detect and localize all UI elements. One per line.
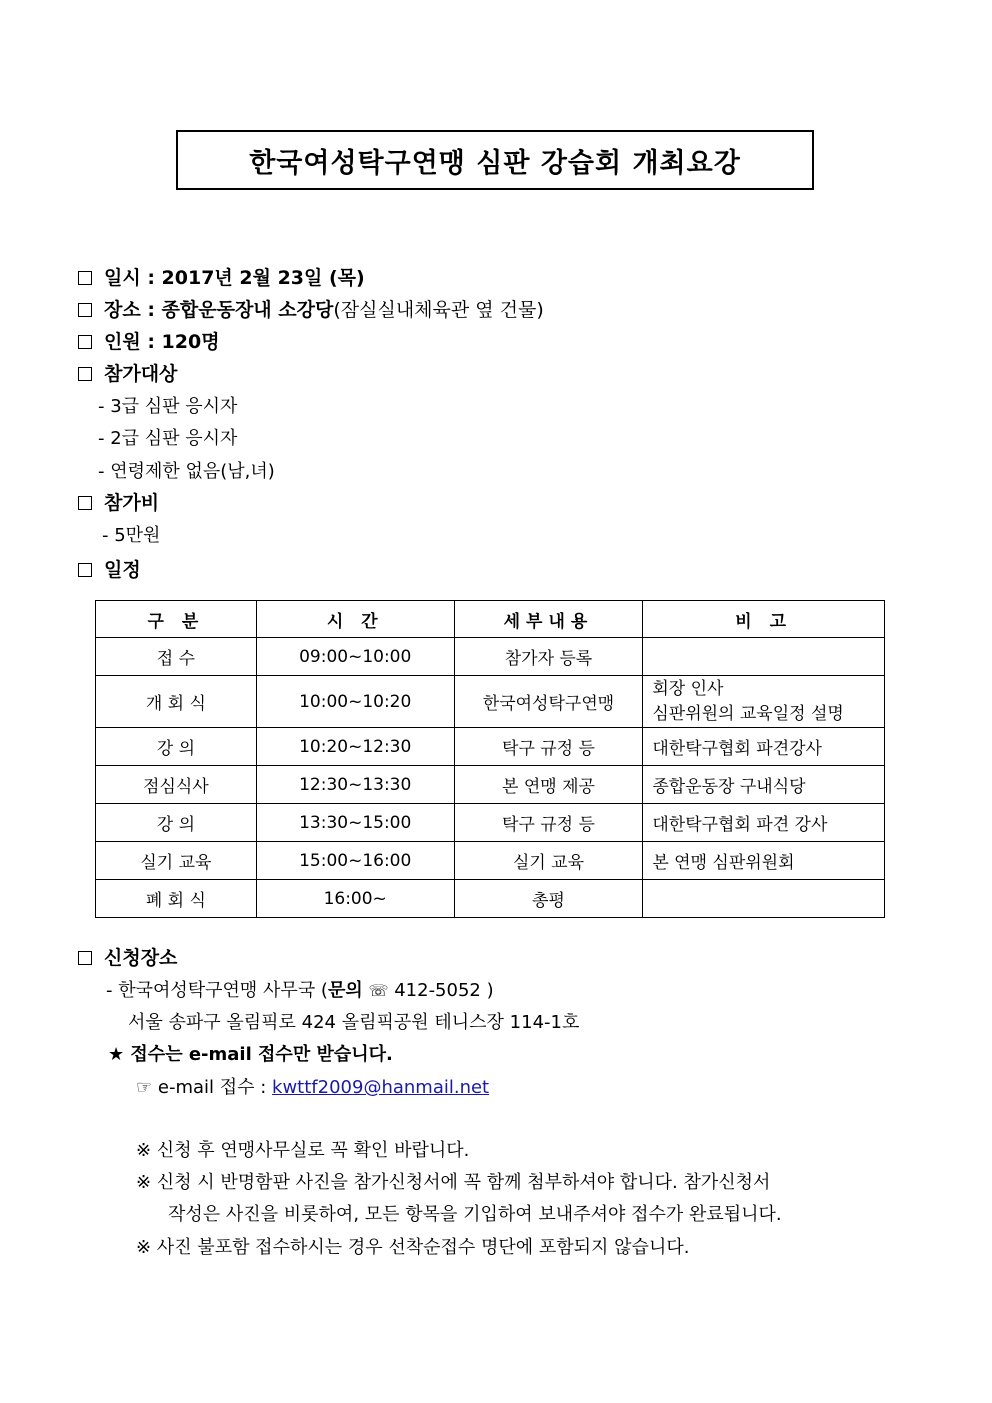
email-only-text: 접수는 e-mail 접수만 받습니다. [130, 1044, 393, 1065]
phone-number: 412-5052 ) [388, 980, 494, 1001]
date-line [78, 266, 365, 290]
notice-line: ※ 신청 시 반명함판 사진을 참가신청서에 꼭 함께 첨부하셔야 합니다. 참가신청서 [136, 1172, 771, 1193]
cell-category: 점심식사 [96, 766, 257, 804]
cell-detail: 탁구 규정 등 [454, 804, 643, 842]
cell-category: 폐 회 식 [96, 880, 257, 918]
fee-line [78, 491, 159, 515]
table-row [96, 728, 885, 766]
header-detail: 세부내용 [454, 601, 643, 638]
cell-detail: 총평 [454, 880, 643, 918]
notice-line: ※ 사진 불포함 접수하시는 경우 선착순접수 명단에 포함되지 않습니다. [136, 1237, 690, 1258]
checkbox-square-icon [78, 367, 92, 381]
checkbox-square-icon [78, 335, 92, 349]
pointing-hand-icon: ☞ [136, 1077, 153, 1098]
target-line [78, 362, 177, 386]
document-title-box [176, 130, 814, 190]
fee-label: 참가비 [104, 492, 160, 514]
cell-category: 강 의 [96, 804, 257, 842]
star-icon: ★ [108, 1044, 125, 1065]
table-row [96, 842, 885, 880]
header-category: 구 분 [96, 601, 257, 638]
header-time: 시 간 [256, 601, 454, 638]
target-label: 참가대상 [104, 363, 178, 385]
email-label: e-mail 접수 : [157, 1077, 273, 1098]
office-line [106, 979, 494, 1003]
cell-time: 10:20~12:30 [256, 728, 454, 766]
cell-note [643, 676, 885, 728]
cell-time: 15:00~16:00 [256, 842, 454, 880]
cell-note: 본 연맹 심판위원회 [643, 842, 885, 880]
email-only-line [108, 1043, 393, 1067]
place-line [78, 298, 544, 322]
date-label: 일시 : 2017년 2월 23일 (목) [104, 267, 365, 289]
phone-icon: ☏ [368, 981, 389, 1000]
inquiry-label: 문의 [327, 980, 363, 1001]
table-row [96, 766, 885, 804]
email-link[interactable]: kwttf2009@hanmail.net [272, 1077, 490, 1098]
address: 서울 송파구 올림픽로 424 올림픽공원 테니스장 114-1호 [128, 1012, 580, 1033]
schedule-line [78, 558, 141, 582]
cell-note [643, 880, 885, 918]
table-row [96, 804, 885, 842]
cell-category: 강 의 [96, 728, 257, 766]
people-label: 인원 : 120명 [104, 331, 220, 353]
cell-note: 종합운동장 구내식당 [643, 766, 885, 804]
cell-detail: 탁구 규정 등 [454, 728, 643, 766]
cell-time: 16:00~ [256, 880, 454, 918]
note-line: 심판위원의 교육일정 설명 [652, 703, 844, 724]
document-title: 한국여성탁구연맹 심판 강습회 개최요강 [249, 147, 741, 179]
email-line [136, 1076, 489, 1100]
checkbox-square-icon [78, 951, 92, 965]
table-row [96, 676, 885, 728]
checkbox-square-icon [78, 271, 92, 285]
people-line [78, 330, 220, 354]
cell-time: 13:30~15:00 [256, 804, 454, 842]
cell-time: 10:00~10:20 [256, 676, 454, 728]
cell-category: 개 회 식 [96, 676, 257, 728]
table-row [96, 880, 885, 918]
application-line [78, 946, 177, 970]
cell-time: 09:00~10:00 [256, 638, 454, 676]
cell-detail: 실기 교육 [454, 842, 643, 880]
table-header-row [96, 601, 885, 638]
cell-time: 12:30~13:30 [256, 766, 454, 804]
cell-category: 접 수 [96, 638, 257, 676]
notice-line: 작성은 사진을 비롯하여, 모든 항목을 기입하여 보내주셔야 접수가 완료됩니다. [168, 1204, 782, 1225]
note-line: 회장 인사 [652, 678, 724, 699]
cell-note [643, 638, 885, 676]
cell-category: 실기 교육 [96, 842, 257, 880]
target-item: - 3급 심판 응시자 [98, 396, 238, 417]
application-label: 신청장소 [104, 947, 178, 969]
header-note: 비 고 [643, 601, 885, 638]
table-row [96, 638, 885, 676]
checkbox-square-icon [78, 496, 92, 510]
schedule-table [95, 600, 885, 918]
notice-line: ※ 신청 후 연맹사무실로 꼭 확인 바랍니다. [136, 1140, 470, 1161]
checkbox-square-icon [78, 563, 92, 577]
schedule-label: 일정 [104, 559, 141, 581]
checkbox-square-icon [78, 303, 92, 317]
place-label: 장소 : 종합운동장내 소강당 [104, 299, 334, 321]
cell-detail: 참가자 등록 [454, 638, 643, 676]
place-detail: (잠실실내체육관 옆 건물) [333, 299, 544, 321]
office-name: - 한국여성탁구연맹 사무국 ( [106, 980, 328, 1001]
cell-note: 대한탁구협회 파견강사 [643, 728, 885, 766]
cell-detail: 본 연맹 제공 [454, 766, 643, 804]
cell-note: 대한탁구협회 파견 강사 [643, 804, 885, 842]
target-item: - 2급 심판 응시자 [98, 428, 238, 449]
target-item: - 연령제한 없음(남,녀) [98, 461, 275, 482]
fee-item: - 5만원 [102, 525, 161, 546]
cell-detail: 한국여성탁구연맹 [454, 676, 643, 728]
